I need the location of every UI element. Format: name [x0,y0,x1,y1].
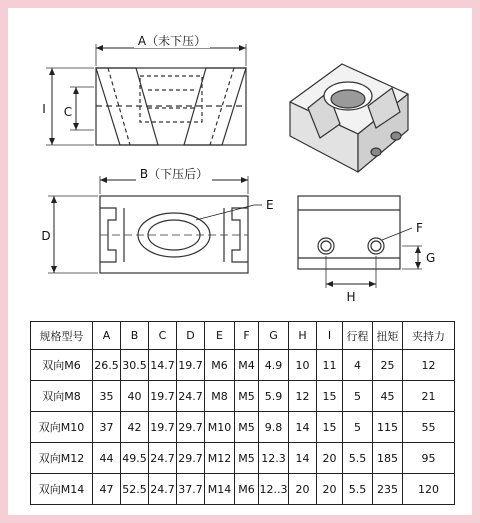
label-g: G [426,251,436,265]
table-cell: 20 [317,474,343,505]
header-cell: A [93,322,121,350]
table-cell: M8 [205,381,235,412]
header-cell: 规格型号 [31,322,93,350]
top-view [100,196,248,273]
leader-e [196,198,274,220]
table-cell: 20 [317,443,343,474]
table-cell: 24.7 [149,443,177,474]
spec-sheet [8,8,472,515]
header-cell: B [121,322,149,350]
side-view [298,196,400,269]
table-cell: M14 [205,474,235,505]
dimension-h [326,256,376,304]
table-cell: 40 [121,381,149,412]
label-b: B（下压后） [139,167,209,181]
dimension-a [96,32,246,66]
table-cell: M5 [235,381,259,412]
table-header-row [31,322,455,350]
table-cell: 25 [373,350,403,381]
table-cell: M4 [235,350,259,381]
table-cell: M6 [205,350,235,381]
table-cell: 49.5 [121,443,149,474]
label-a: A（未下压） [137,34,207,48]
table-cell: 47 [93,474,121,505]
table-cell: 26.5 [93,350,121,381]
front-view [96,68,246,145]
header-cell: 行程 [343,322,373,350]
table-cell: 12.3 [259,443,289,474]
header-cell: H [289,322,317,350]
header-cell: 夹持力 [403,322,455,350]
table-cell: 5.5 [343,443,373,474]
label-i: I [42,102,46,116]
table-cell: M10 [205,412,235,443]
dimension-d [40,196,98,273]
table-cell: 14 [289,412,317,443]
header-cell: 扭矩 [373,322,403,350]
leader-f [382,221,423,240]
isometric-view [290,64,408,172]
table-cell: 115 [373,412,403,443]
table-cell: 44 [93,443,121,474]
table-cell: 12 [289,381,317,412]
dimension-c [61,87,94,130]
table-cell: 双向M14 [31,474,93,505]
table-cell: 120 [403,474,455,505]
table-cell: 30.5 [121,350,149,381]
table-cell: 24.7 [149,474,177,505]
table-cell: 双向M10 [31,412,93,443]
table-cell: 235 [373,474,403,505]
side-hole-left [318,238,334,254]
table-cell: 185 [373,443,403,474]
table-cell: 12..3 [259,474,289,505]
table-cell: 12 [403,350,455,381]
header-cell: D [177,322,205,350]
table-cell: 4.9 [259,350,289,381]
header-cell: E [205,322,235,350]
table-cell: 55 [403,412,455,443]
table-cell: 5 [343,381,373,412]
table-cell: M5 [235,443,259,474]
header-cell: G [259,322,289,350]
header-cell: F [235,322,259,350]
table-cell: 9.8 [259,412,289,443]
table-row [31,474,455,505]
table-cell: 45 [373,381,403,412]
top-view-outline [100,196,248,273]
table-row [31,443,455,474]
table-cell: 42 [121,412,149,443]
table-cell: 19.7 [149,412,177,443]
label-f: F [416,221,423,235]
header-cell: I [317,322,343,350]
table-row [31,412,455,443]
table-cell: 29.7 [177,412,205,443]
table-cell: 37 [93,412,121,443]
table-cell: M6 [235,474,259,505]
dimension-g [402,246,435,269]
label-e: E [266,198,274,212]
label-c: C [63,105,73,119]
technical-drawing [8,8,472,318]
table-cell: 4 [343,350,373,381]
table-cell: 5.9 [259,381,289,412]
table-cell: 21 [403,381,455,412]
table-cell: 双向M8 [31,381,93,412]
table-cell: 19.7 [149,381,177,412]
table-cell: 29.7 [177,443,205,474]
table-cell: 35 [93,381,121,412]
table-cell: 14.7 [149,350,177,381]
table-cell: 5 [343,412,373,443]
dimension-b [100,166,248,194]
header-cell: C [149,322,177,350]
table-cell: 52.5 [121,474,149,505]
table-cell: 双向M12 [31,443,93,474]
side-hole-right [368,238,384,254]
table-row [31,381,455,412]
table-cell: 37.7 [177,474,205,505]
table-cell: 15 [317,412,343,443]
table-cell: 20 [289,474,317,505]
table-cell: 11 [317,350,343,381]
table-cell: M12 [205,443,235,474]
spec-table [30,321,455,505]
table-cell: 10 [289,350,317,381]
label-d: D [41,229,51,243]
table-cell: 双向M6 [31,350,93,381]
table-cell: 19.7 [177,350,205,381]
table-cell: 15 [317,381,343,412]
table-cell: 95 [403,443,455,474]
table-cell: 24.7 [177,381,205,412]
table-cell: 5.5 [343,474,373,505]
table-cell: 14 [289,443,317,474]
label-h: H [346,290,356,304]
table-cell: M5 [235,412,259,443]
table-row [31,350,455,381]
